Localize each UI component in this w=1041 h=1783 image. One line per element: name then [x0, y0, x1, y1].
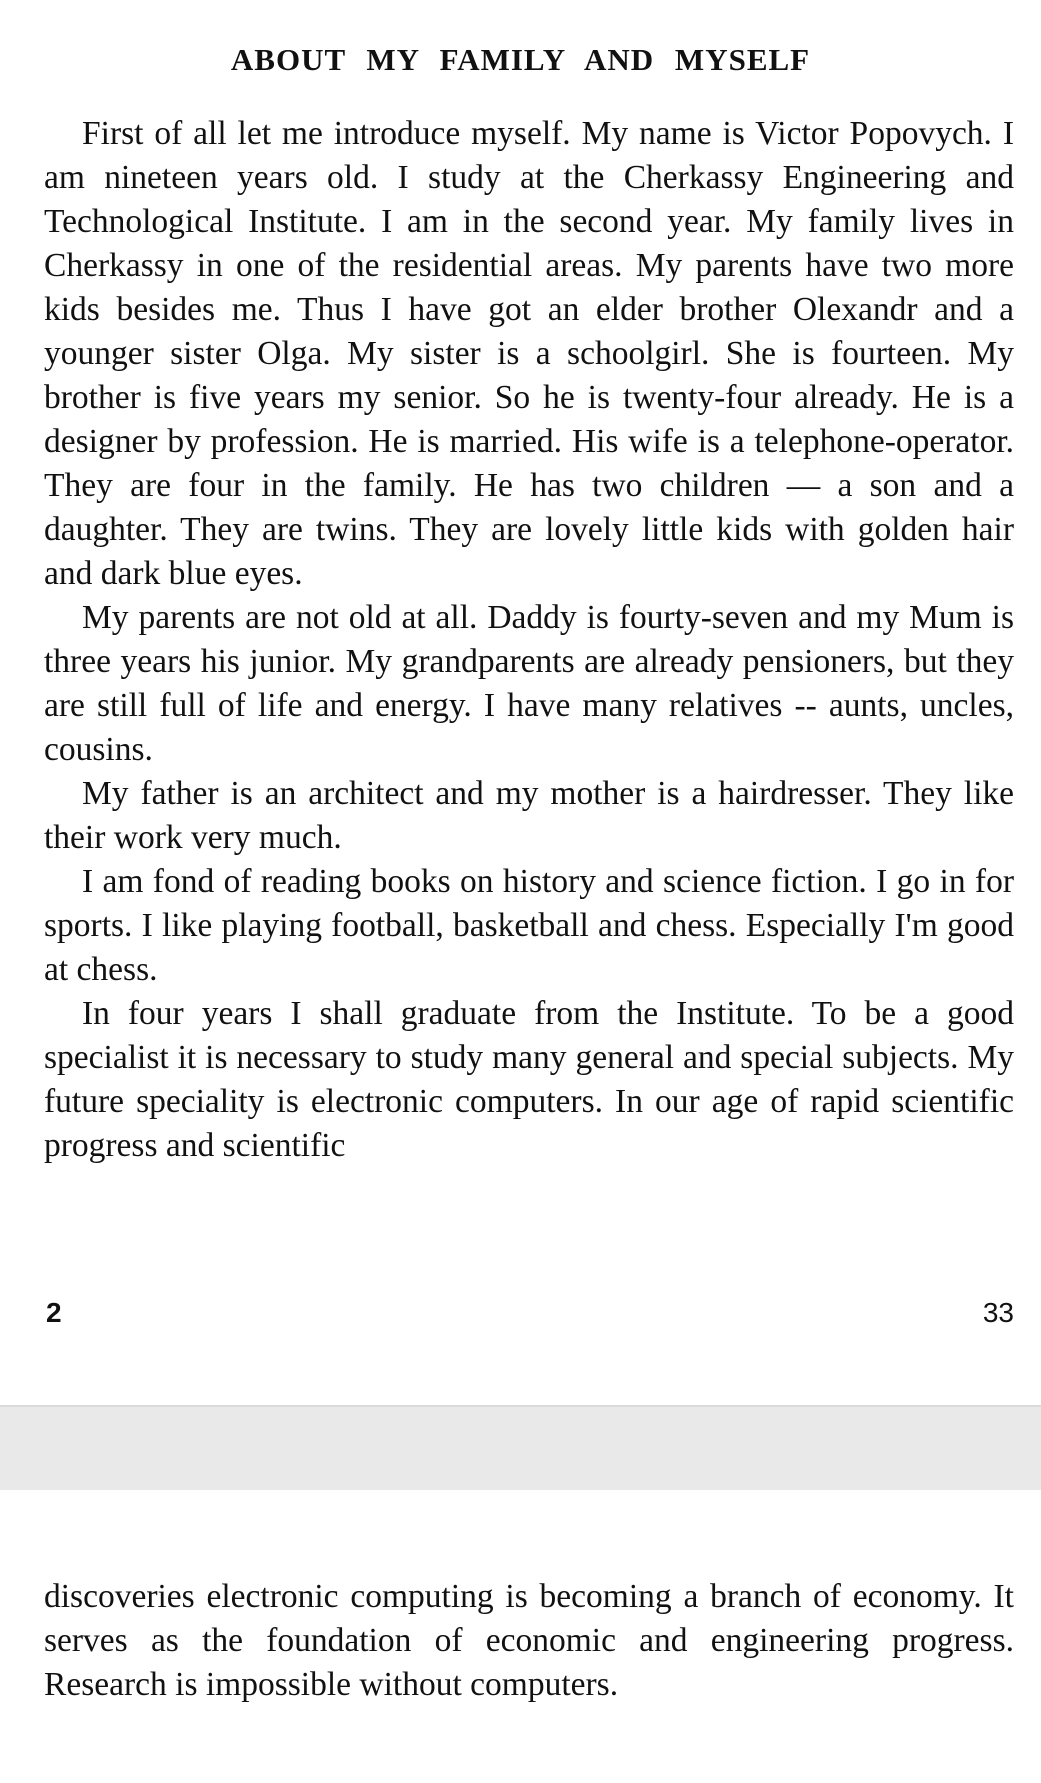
page-number: 33: [982, 1297, 1014, 1328]
paragraph-introduction: First of all let me introduce myself. My name is Victor Popovych. I am nineteen years old. I study at the Cherkassy Engineering and Technological Institute. I am in the second year. My family lives in Cherkassy in one of the residential areas. My parents have two more kids besides me. Thus I have got an elder brother Olexandr and a younger sister Olga. My sister is a schoolgirl. She is fourteen. My brother is five years my senior. So he is twenty-four already. He is a designer by profession. He is married. His wife is a telephone-operator. They are four in the family. He has two children — a son and a daughter. They are twins. They are lovely little kids with golden hair and dark blue eyes.: [44, 115, 1014, 592]
paragraph-continuation: discoveries electronic computing is becoming a branch of economy. It serves as the foundation of economic and engineering progress. Research is impossible without computers.: [44, 1578, 1014, 1703]
paragraph-parents: My parents are not old at all. Daddy is fourty-seven and my Mum is three years his junior. My grandparents are already pensioners, but they are still full of life and energy. I have many relatives -- aunts, uncles, cousins.: [44, 599, 1014, 768]
paragraph-hobbies: I am fond of reading books on history and science fiction. I go in for sports. I like playing football, basketball and chess. Especially I'm good at chess.: [44, 863, 1014, 988]
next-page-text: [44, 1575, 1014, 1707]
page-34: [0, 1490, 1041, 1783]
paragraph-future: In four years I shall graduate from the Institute. To be a good specialist it is necessary to study many general and special subjects. My future speciality is electronic computers. In our age of rapid scientific progress and scientific: [44, 995, 1014, 1164]
signature-mark: 2: [46, 1297, 62, 1328]
page-title: ABOUT MY FAMILY AND MYSELF: [230, 42, 811, 77]
paragraph-occupations: My father is an architect and my mother is a hairdresser. They like their work very much.: [44, 775, 1014, 856]
page-separator: [0, 1405, 1041, 1490]
body-text: [44, 112, 1014, 1168]
